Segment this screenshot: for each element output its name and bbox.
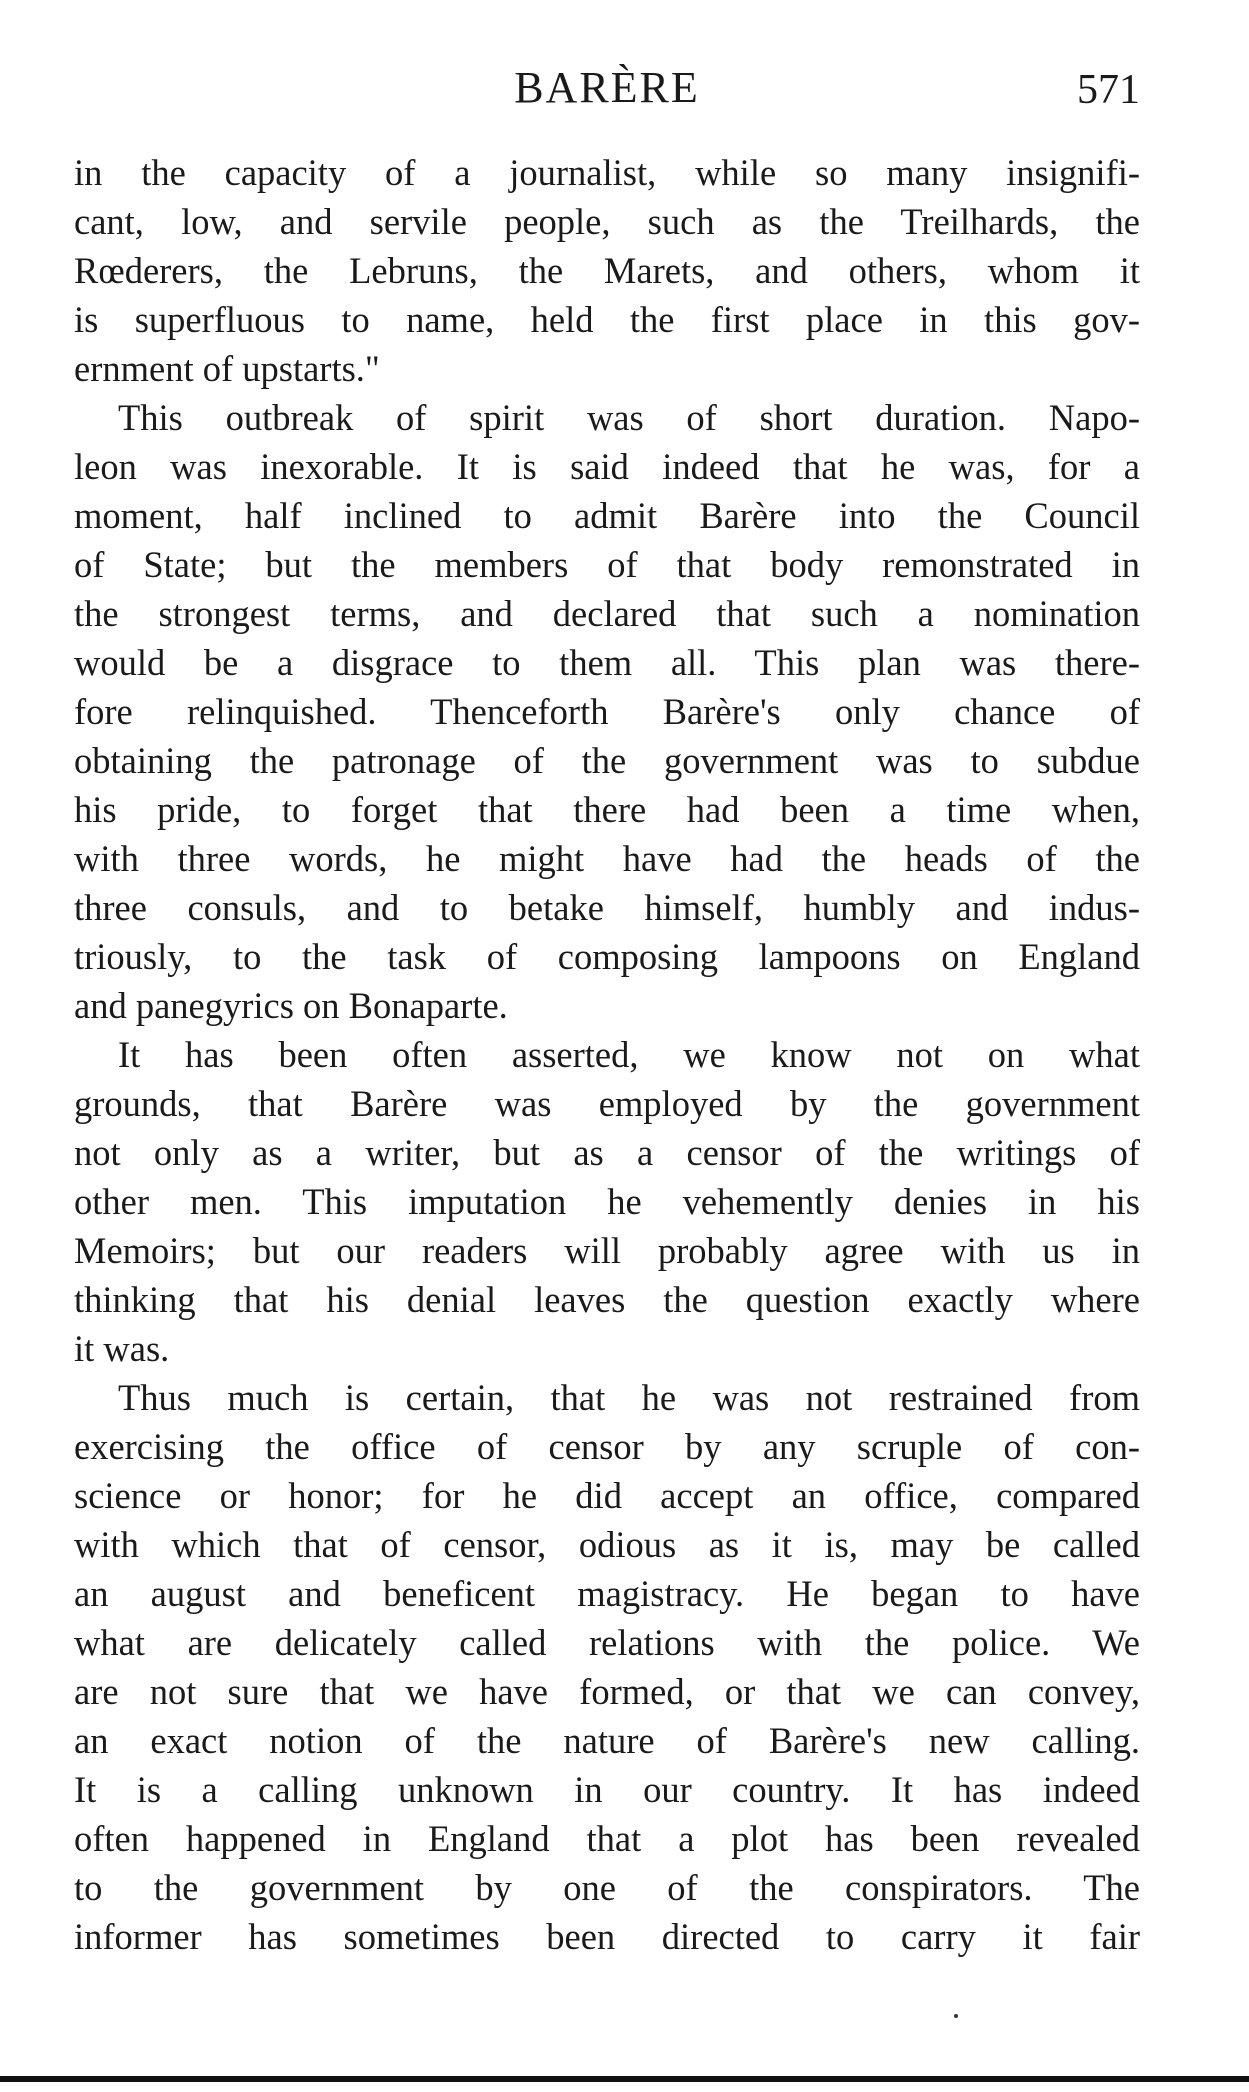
text-line: what are delicately called relations with the police. We [74,1622,1140,1663]
text-line: his pride, to forget that there had been a time when, [74,789,1140,830]
text-line: leon was inexorable. It is said indeed that he was, for a [74,446,1140,487]
text-line: ernment of upstarts." [74,348,380,389]
running-title: BARÈRE [514,63,700,112]
text-line: not only as a writer, but as a censor of the writings of [74,1132,1140,1173]
body-text [74,148,1140,1961]
text-line: with which that of censor, odious as it is, may be called [74,1524,1140,1565]
text-line: informer has sometimes been directed to carry it fair [74,1916,1140,1957]
text-line: grounds, that Barère was employed by the government [74,1083,1140,1124]
text-line: science or honor; for he did accept an office, compared [74,1475,1140,1516]
page-number: 571 [1077,67,1140,113]
text-line: is superfluous to name, held the first place in this gov- [74,299,1140,340]
text-line: other men. This imputation he vehemently denies in his [74,1181,1140,1222]
text-line: thinking that his denial leaves the question exactly where [74,1279,1140,1320]
text-line: triously, to the task of composing lampoons on England [74,936,1140,977]
text-line: to the government by one of the conspirators. The [74,1867,1140,1908]
text-line: It has been often asserted, we know not on what [118,1034,1140,1075]
text-line: and panegyrics on Bonaparte. [74,985,508,1026]
text-line: Thus much is certain, that he was not restrained from [118,1377,1140,1418]
text-line: in the capacity of a journalist, while so many insignifi- [74,152,1140,193]
ink-speck [954,2014,958,2018]
bottom-rule [0,2076,1249,2082]
text-line: obtaining the patronage of the government was to subdue [74,740,1140,781]
running-head [74,62,1140,122]
text-line: Rœderers, the Lebruns, the Marets, and others, whom it [74,250,1140,291]
text-line: it was. [74,1328,170,1369]
text-line: with three words, he might have had the heads of the [74,838,1140,879]
text-line: three consuls, and to betake himself, humbly and indus- [74,887,1140,928]
text-line: fore relinquished. Thenceforth Barère's only chance of [74,691,1140,732]
text-line: the strongest terms, and declared that such a nomination [74,593,1140,634]
text-line: often happened in England that a plot has been revealed [74,1818,1140,1859]
text-line: an exact notion of the nature of Barère's new calling. [74,1720,1140,1761]
text-line: exercising the office of censor by any scruple of con- [74,1426,1140,1467]
text-line: an august and beneficent magistracy. He began to have [74,1573,1140,1614]
text-line: of State; but the members of that body remonstrated in [74,544,1140,585]
text-line: are not sure that we have formed, or that we can convey, [74,1671,1140,1712]
text-line: It is a calling unknown in our country. It has indeed [74,1769,1140,1810]
text-line: This outbreak of spirit was of short duration. Napo- [118,397,1140,438]
text-line: cant, low, and servile people, such as the Treilhards, the [74,201,1140,242]
text-line: moment, half inclined to admit Barère into the Council [74,495,1140,536]
text-line: would be a disgrace to them all. This plan was there- [74,642,1140,683]
text-line: Memoirs; but our readers will probably agree with us in [74,1230,1140,1271]
